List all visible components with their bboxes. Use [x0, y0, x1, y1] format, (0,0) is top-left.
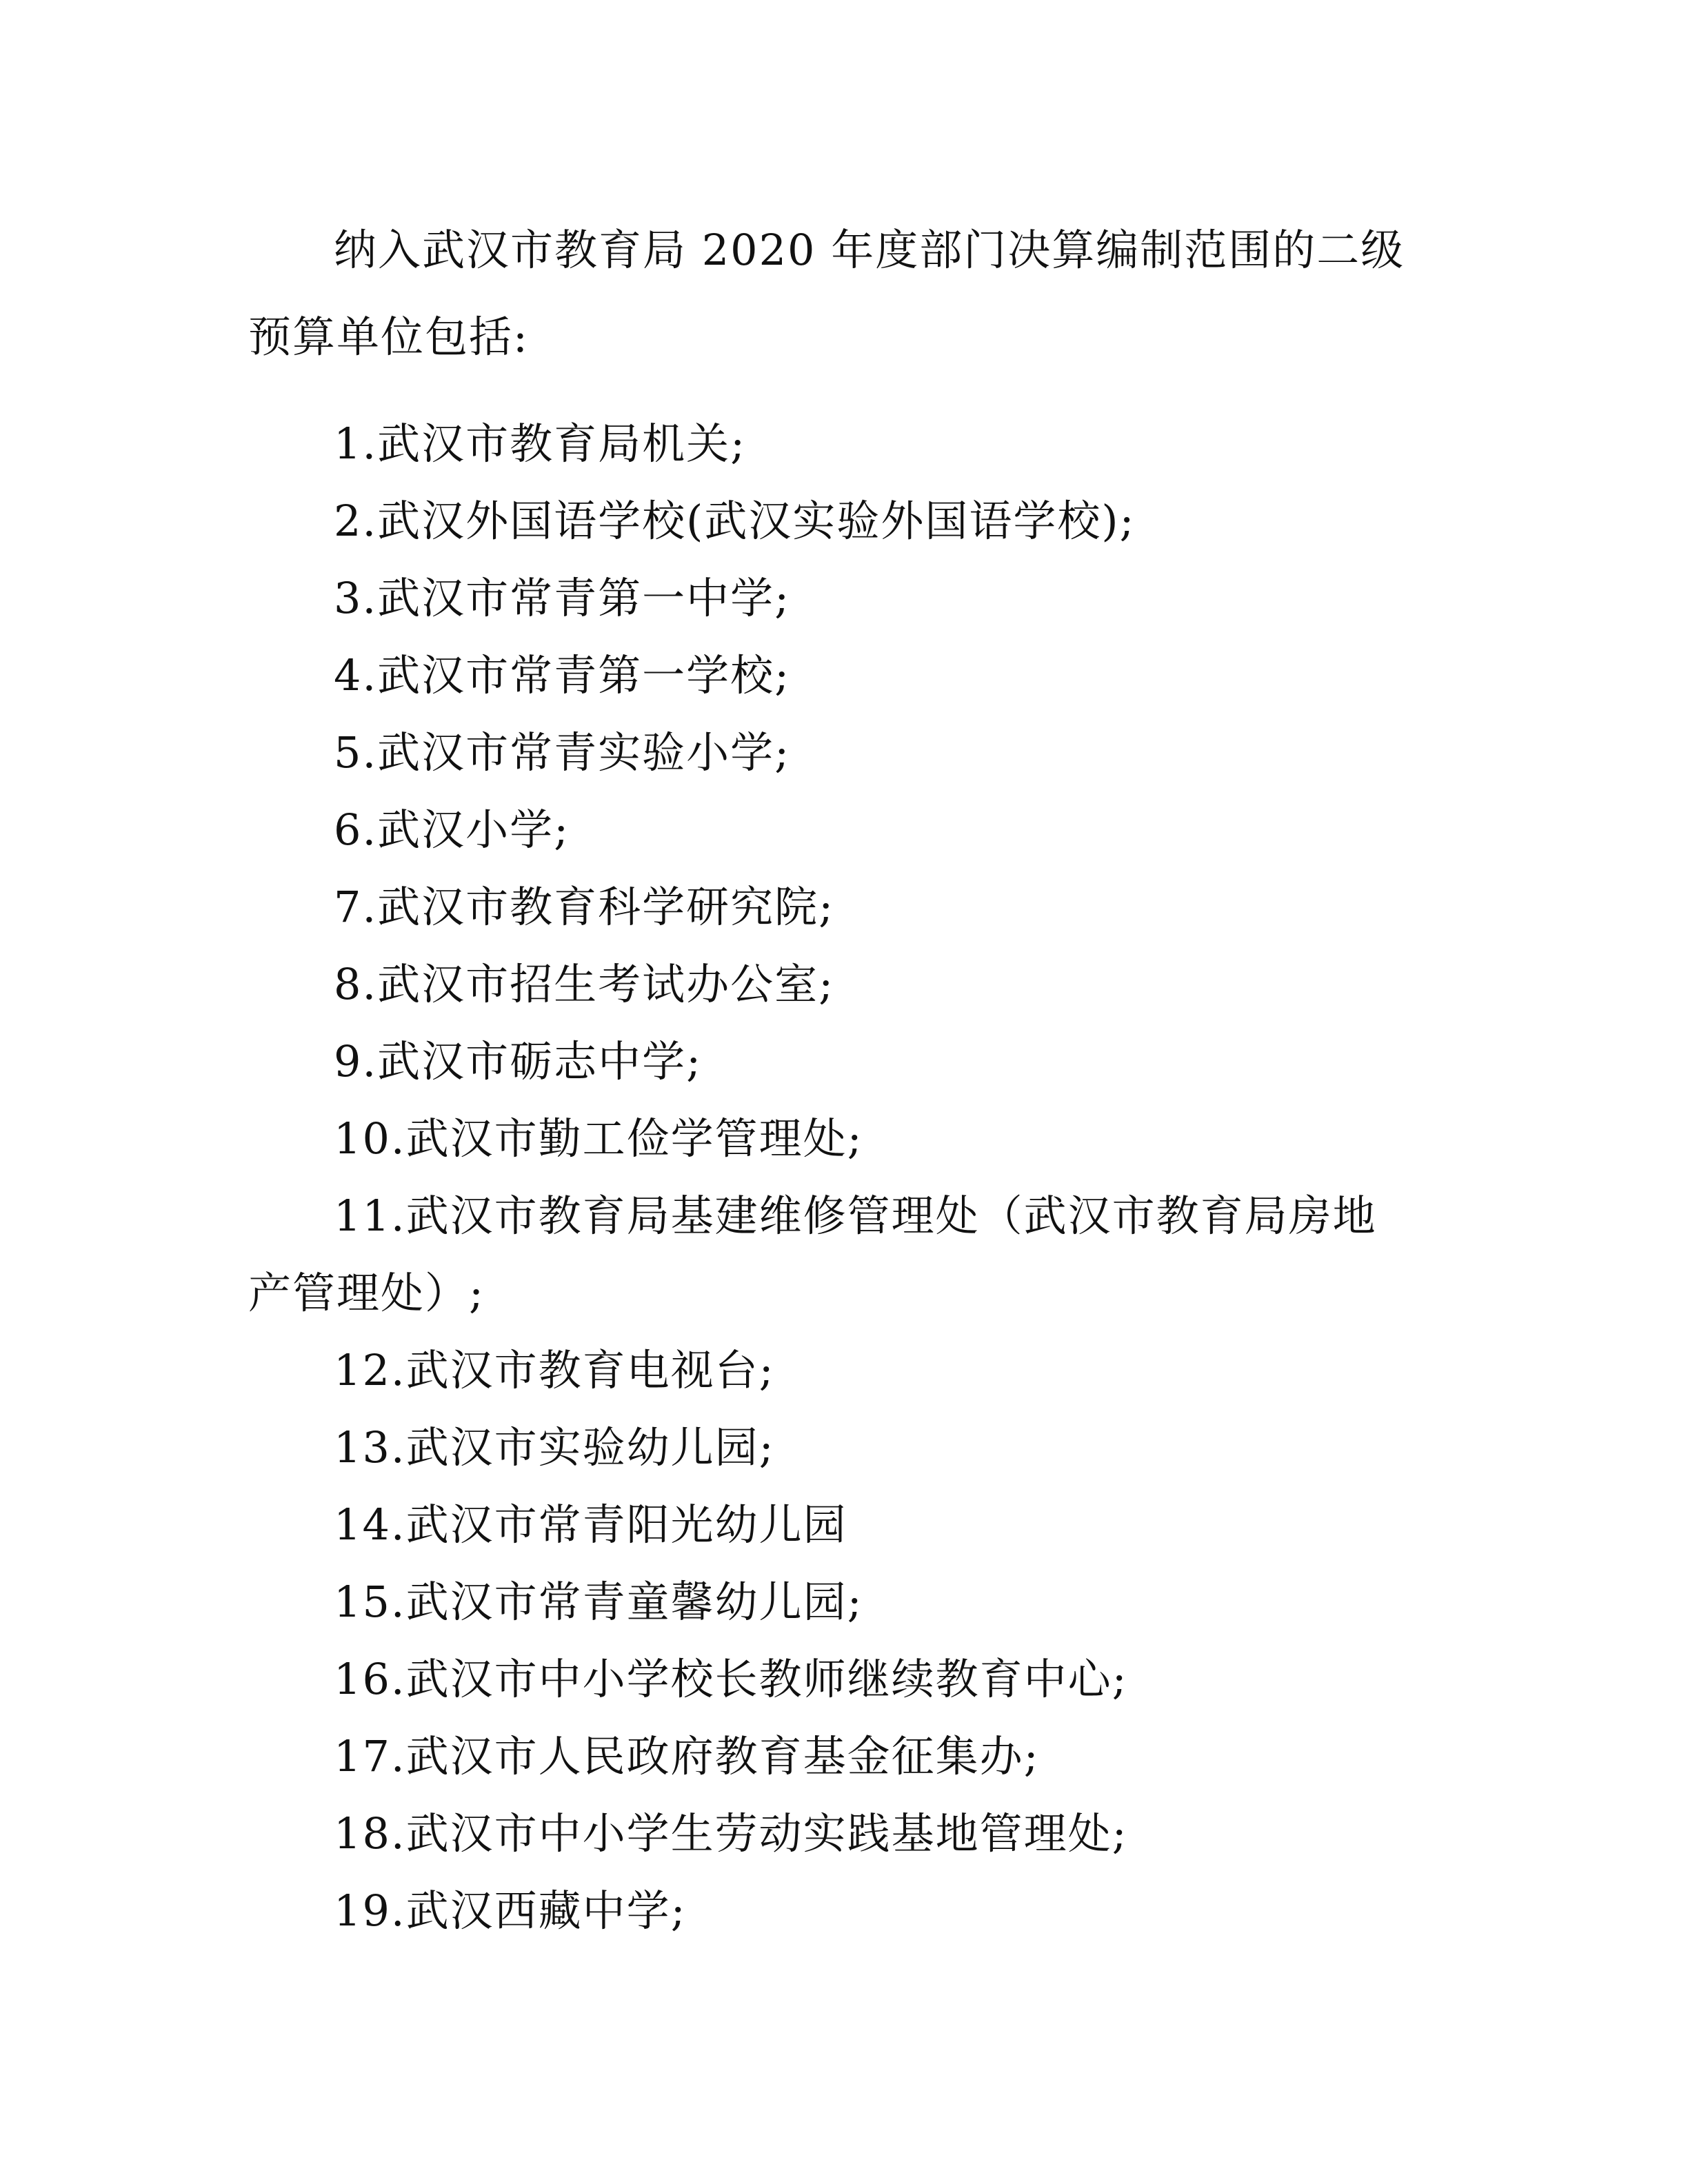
list-item: 10.武汉市勤工俭学管理处;: [334, 1113, 863, 1164]
list-item: 5.武汉市常青实验小学;: [334, 727, 791, 778]
list-item: 3.武汉市常青第一中学;: [334, 573, 791, 623]
list-item: 18.武汉市中小学生劳动实践基地管理处;: [334, 1808, 1128, 1859]
list-item: 11.武汉市教育局基建维修管理处（武汉市教育局房地产管理处）;: [248, 1191, 1377, 1318]
list-item: 19.武汉西藏中学;: [334, 1885, 687, 1936]
list-item: 6.武汉小学;: [334, 805, 570, 855]
list-item: 13.武汉市实验幼儿园;: [334, 1422, 775, 1473]
list-item: 14.武汉市常青阳光幼儿园: [334, 1499, 847, 1550]
list-item: 4.武汉市常青第一学校;: [334, 650, 791, 700]
list-item: 1.武汉市教育局机关;: [334, 418, 747, 469]
budget-unit-list: [248, 405, 1407, 1950]
list-item: 15.武汉市常青童馨幼儿园;: [334, 1577, 863, 1627]
list-item: 12.武汉市教育电视台;: [334, 1345, 775, 1395]
list-item: 9.武汉市砺志中学;: [334, 1036, 703, 1086]
list-item: 8.武汉市招生考试办公室;: [334, 959, 835, 1009]
intro-paragraph: 纳入武汉市教育局 2020 年度部门决算编制范围的二级预算单位包括:: [248, 225, 1405, 362]
list-item: 7.武汉市教育科学研究院;: [334, 882, 835, 932]
document-body: [248, 207, 1407, 1950]
list-item: 16.武汉市中小学校长教师继续教育中心;: [334, 1654, 1128, 1704]
list-item: 17.武汉市人民政府教育基金征集办;: [334, 1731, 1040, 1781]
list-item: 2.武汉外国语学校(武汉实验外国语学校);: [334, 496, 1136, 546]
